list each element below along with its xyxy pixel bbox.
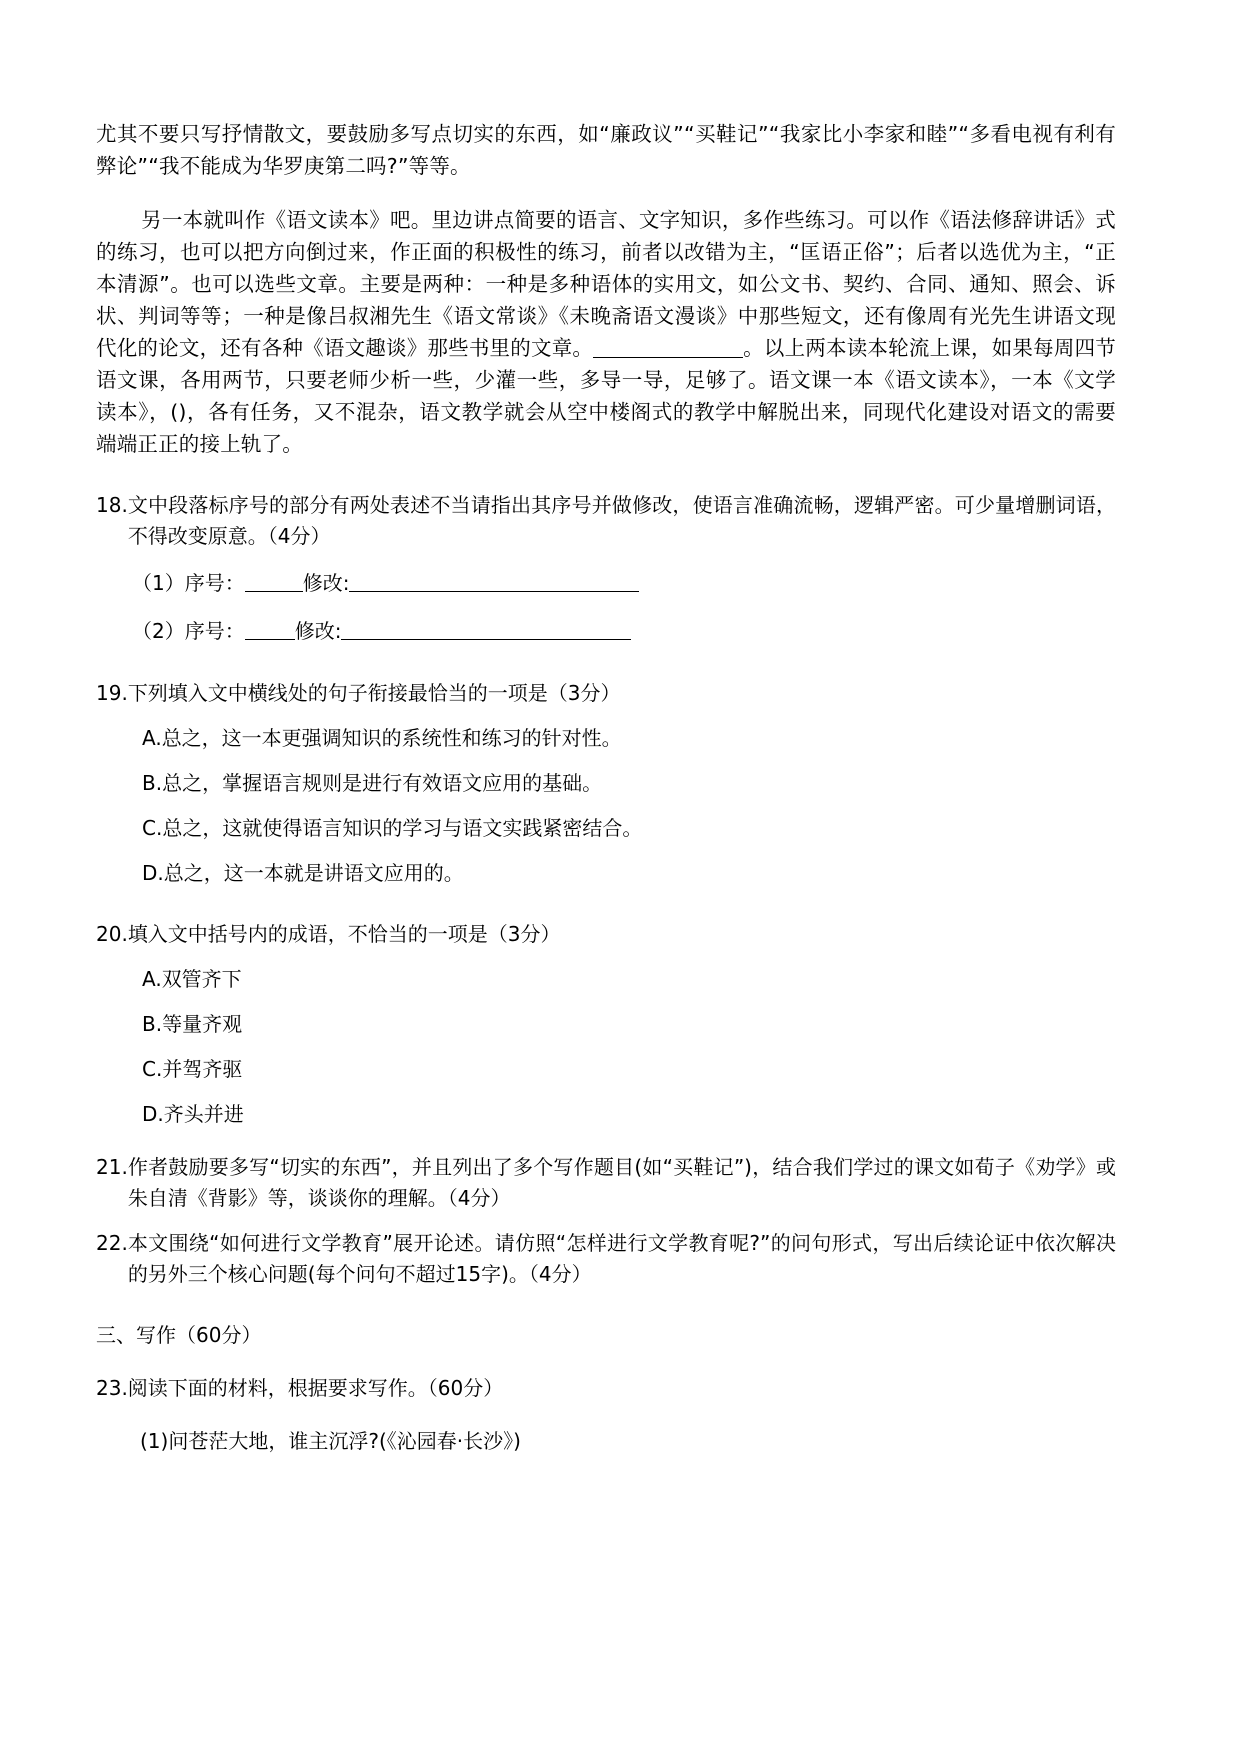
question-21-text: 作者鼓励要多写“切实的东西”，并且列出了多个写作题目(如“买鞋记”)，结合我们学过的课文如荀子《劝学》或朱自清《背影》等，谈谈你的理解。（4分） — [127, 1155, 1116, 1210]
question-18-fill-2-序号-blank[interactable] — [245, 619, 295, 640]
spacer — [96, 460, 1116, 490]
question-20-option-d[interactable]: D.齐头并进 — [142, 1102, 244, 1126]
question-18-fill-1-label: （1）序号： — [132, 571, 245, 595]
paragraph-2 — [96, 204, 1116, 460]
paragraph-3-text: 。以上两本读本轮流上课，如果每周四节语文课，各用两节，只要老师少析一些，少灌一些，多导一导，足够了。语文课一本《语文读本》，一本《文学读本》，()，各有任务，又不混杂，语文教学就会从空中楼阁式的教学中解脱出来，同现代化建设对语文的需要端端正正的接上轨了。 — [96, 336, 1116, 456]
question-18-number: 18. — [96, 493, 128, 517]
question-18-fill-2 — [132, 614, 1116, 648]
question-18-fill-2-label: （2）序号： — [132, 619, 245, 643]
question-21 — [96, 1152, 1116, 1214]
paragraph-2-text: 另一本就叫作《语文读本》吧。里边讲点简要的语言、文字知识，多作些练习。可以作《语法修辞讲话》式的练习，也可以把方向倒过来，作正面的积极性的练习，前者以改错为主，“匡语正俗”；后者以选优为主，“正本清源”。也可以选些文章。主要是两种：一种是多种语体的实用文，如公文书、契约、合同、通知、照会、诉状、判词等等；一种是像吕叔湘先生《语文常谈》《未晚斋语文漫谈》中那些短文，还有像周有光先生讲语文现代化的论文，还有各种《语文趣谈》那些书里的文章。 — [96, 208, 1116, 360]
spacer — [96, 844, 1116, 858]
spacer — [96, 1040, 1116, 1054]
spacer — [96, 709, 1116, 723]
question-20-text: 填入文中括号内的成语，不恰当的一项是（3分） — [127, 922, 561, 946]
question-18-fill-2-mid: 修改: — [294, 619, 342, 643]
question-18-fill-1-mid: 修改: — [302, 571, 350, 595]
question-23: 23.阅读下面的材料，根据要求写作。（60分） — [96, 1376, 504, 1400]
spacer — [96, 1214, 1116, 1228]
question-21-number: 21. — [96, 1155, 128, 1179]
question-20-number: 20. — [96, 922, 128, 946]
question-19-option-d[interactable]: D.总之，这一本就是讲语文应用的。 — [142, 861, 464, 885]
spacer — [96, 950, 1116, 964]
question-18-text: 文中段落标序号的部分有两处表述不当请指出其序号并做修改，使语言准确流畅，逻辑严密。可少量增删词语，不得改变原意。（4分） — [127, 493, 1116, 548]
question-23-item-1: (1)问苍茫大地，谁主沉浮?(《沁园春·长沙》) — [140, 1429, 521, 1453]
spacer — [96, 1085, 1116, 1099]
spacer — [96, 995, 1116, 1009]
spacer — [96, 552, 1116, 566]
question-18 — [96, 490, 1116, 552]
spacer — [96, 1404, 1116, 1426]
spacer — [96, 1130, 1116, 1152]
question-18-fill-1 — [132, 566, 1116, 600]
question-22 — [96, 1228, 1116, 1290]
question-19-option-b[interactable]: B.总之，掌握语言规则是进行有效语文应用的基础。 — [142, 771, 603, 795]
question-22-text: 本文围绕“如何进行文学教育”展开论述。请仿照“怎样进行文学教育呢?”的问句形式，写出后续论证中依次解决的另外三个核心问题(每个问句不超过15字)。（4分） — [127, 1231, 1116, 1286]
section-heading-writing: 三、写作（60分） — [96, 1323, 262, 1347]
spacer — [96, 600, 1116, 614]
paragraph-1: 尤其不要只写抒情散文，要鼓励多写点切实的东西，如“廉政议”“买鞋记”“我家比小李家和睦”“多看电视有利有弊论”“我不能成为华罗庚第二吗?”等等。 — [96, 122, 1116, 178]
question-20-option-b[interactable]: B.等量齐观 — [142, 1012, 243, 1036]
question-18-fill-2-修改-blank[interactable] — [341, 619, 631, 640]
question-19 — [96, 678, 1116, 709]
spacer — [96, 754, 1116, 768]
spacer — [96, 889, 1116, 919]
question-19-number: 19. — [96, 681, 128, 705]
question-19-text: 下列填入文中横线处的句子衔接最恰当的一项是（3分） — [127, 681, 621, 705]
spacer — [96, 648, 1116, 678]
question-22-number: 22. — [96, 1231, 128, 1255]
question-19-option-a[interactable]: A.总之，这一本更强调知识的系统性和练习的针对性。 — [142, 726, 622, 750]
spacer — [96, 1290, 1116, 1320]
question-19-option-c[interactable]: C.总之，这就使得语言知识的学习与语文实践紧密结合。 — [142, 816, 643, 840]
fill-in-blank-inline[interactable] — [593, 338, 743, 358]
question-20-option-a[interactable]: A.双管齐下 — [142, 967, 242, 991]
question-18-fill-1-序号-blank[interactable] — [245, 571, 303, 592]
question-20 — [96, 919, 1116, 950]
question-18-fill-1-修改-blank[interactable] — [349, 571, 639, 592]
spacer — [96, 182, 1116, 204]
document-body — [96, 118, 1116, 1457]
question-20-option-c[interactable]: C.并驾齐驱 — [142, 1057, 243, 1081]
spacer — [96, 799, 1116, 813]
spacer — [96, 1351, 1116, 1373]
